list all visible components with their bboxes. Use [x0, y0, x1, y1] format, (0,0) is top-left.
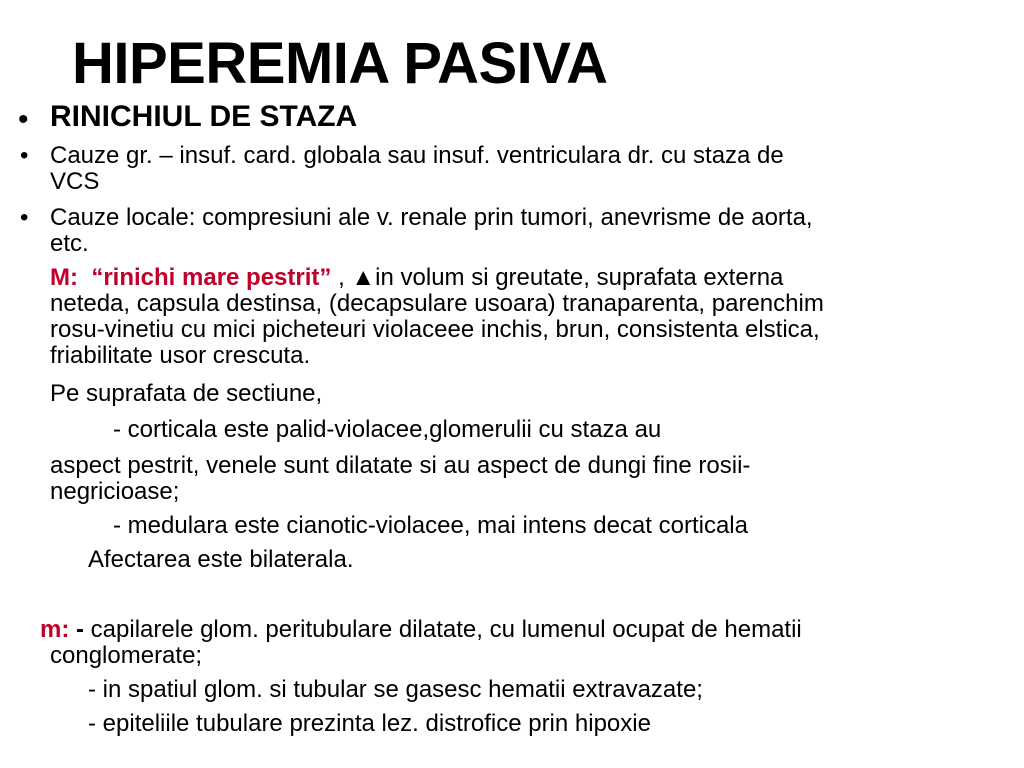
- bullet-marker: •: [20, 142, 29, 169]
- macro-label: M:: [50, 264, 78, 291]
- cauze-locale-line-1: Cauze locale: compresiuni ale v. renale prin tumori, anevrisme de aorta,: [50, 204, 813, 231]
- macro-medulara: - medulara este cianotic-violacee, mai intens decat corticala: [113, 512, 748, 539]
- micro-line-1-rest: capilarele glom. peritubulare dilatate, cu lumenul ocupat de hematii: [84, 616, 802, 643]
- macro-corticala-cont-2: negricioase;: [50, 478, 180, 505]
- bullet-marker: •: [20, 204, 29, 231]
- macro-line-3: rosu-vinetiu cu mici picheteuri violaceee inchis, brun, consistenta elstica,: [50, 316, 820, 343]
- micro-dash: -: [69, 616, 85, 643]
- micro-line-1: [40, 616, 802, 644]
- macro-corticala-cont-1: aspect pestrit, venele sunt dilatate si au aspect de dungi fine rosii-: [50, 452, 751, 479]
- cauze-generale-line-2: VCS: [50, 168, 100, 195]
- macro-bilateral: Afectarea este bilaterala.: [88, 546, 354, 573]
- macro-term: “rinichi mare pestrit”: [91, 264, 332, 291]
- bullet-marker: •: [18, 103, 29, 136]
- macro-corticala: - corticala este palid-violacee,glomerulii cu staza au: [113, 416, 662, 443]
- macro-line-1-rest: , ▲in volum si greutate, suprafata externa: [331, 264, 784, 291]
- cauze-generale-line-1: Cauze gr. – insuf. card. globala sau insuf. ventriculara dr. cu staza de: [50, 142, 784, 169]
- micro-item-2: - epiteliile tubulare prezinta lez. distrofice prin hipoxie: [88, 710, 651, 737]
- subtitle: RINICHIUL DE STAZA: [50, 100, 358, 133]
- slide-title: HIPEREMIA PASIVA: [72, 31, 608, 96]
- micro-line-2: conglomerate;: [50, 642, 203, 669]
- macro-line-1: [50, 264, 783, 292]
- cauze-locale-line-2: etc.: [50, 230, 89, 257]
- macro-line-4: friabilitate usor crescuta.: [50, 342, 311, 369]
- micro-item-1: - in spatiul glom. si tubular se gasesc hematii extravazate;: [88, 676, 703, 703]
- macro-section-intro: Pe suprafata de sectiune,: [50, 380, 323, 407]
- micro-label: m:: [40, 616, 70, 643]
- macro-line-2: neteda, capsula destinsa, (decapsulare usoara) tranaparenta, parenchim: [50, 290, 824, 317]
